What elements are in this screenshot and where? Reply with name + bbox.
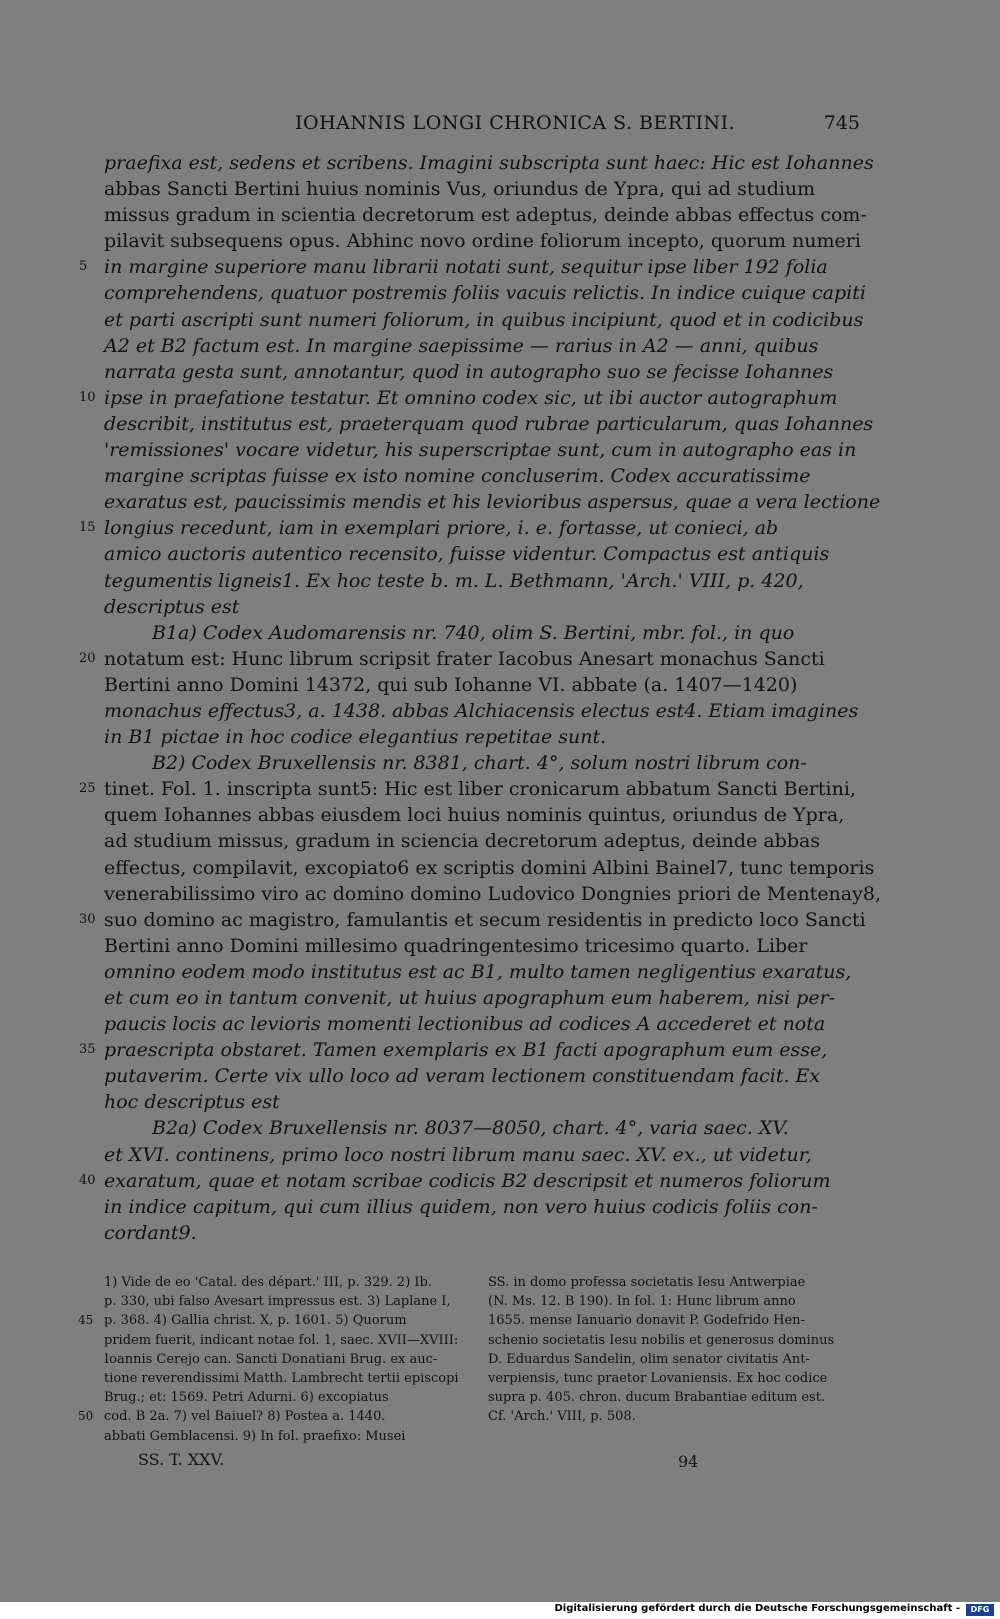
text-line <box>104 359 860 385</box>
text-line-content: exaratus est, paucissimis mendis et his levioribus aspersus, quae a vera lectione <box>104 491 881 514</box>
signature-mark: SS. T. XXV. <box>138 1450 225 1469</box>
text-line <box>104 1115 860 1141</box>
footnote-text: (N. Ms. 12. B 190). In fol. 1: Hunc librum anno <box>488 1294 796 1310</box>
footnote-text: SS. in domo professa societatis Iesu Antwerpiae <box>488 1275 806 1290</box>
text-line-content: omnino eodem modo institutus est ac B1, multo tamen negligentius exaratus, <box>104 960 852 983</box>
text-line <box>79 515 860 541</box>
text-line <box>104 620 860 646</box>
text-line-content: margine scriptas fuisse ex isto nomine concluserim. Codex accuratissime <box>104 465 811 488</box>
text-line-content: in B1 pictae in hoc codice elegantius repetitae sunt. <box>104 726 607 749</box>
text-line <box>104 802 860 828</box>
text-line <box>79 1037 860 1063</box>
dfg-logo: DFG <box>966 1604 994 1616</box>
text-line <box>104 489 881 515</box>
line-number: 35 <box>79 1042 96 1058</box>
footnote-text: p. 330, ubi falso Avesart impressus est. 3) Laplane I, <box>104 1294 451 1310</box>
page-header <box>100 112 860 142</box>
text-line <box>104 228 860 254</box>
footnote-text: 1655. mense Ianuario donavit P. Godefrido Hen- <box>488 1313 805 1329</box>
text-line <box>104 959 860 985</box>
text-line-content: monachus effectus3, a. 1438. abbas Alchiacensis electus est4. Etiam imagines <box>104 699 859 722</box>
text-line-content: tinet. Fol. 1. inscripta sunt5: Hic est liber cronicarum abbatum Sancti Bertini, <box>104 778 856 801</box>
footnote-line <box>104 1388 468 1407</box>
footnote-line <box>488 1331 852 1350</box>
text-line-content: notatum est: Hunc librum scripsit frater Iacobus Anesart monachus Sancti <box>104 647 825 670</box>
text-line <box>104 881 881 907</box>
text-line <box>79 907 866 933</box>
text-line <box>79 254 860 280</box>
footnote-line <box>488 1311 852 1330</box>
line-number: 45 <box>78 1313 94 1328</box>
footnote-line <box>488 1388 852 1407</box>
text-line-content: cordant9. <box>104 1221 197 1244</box>
text-line <box>104 750 860 776</box>
text-line-content: narrata gesta sunt, annotantur, quod in autographo suo se fecisse Iohannes <box>104 360 834 383</box>
footnote-line <box>104 1427 468 1446</box>
text-line <box>104 411 874 437</box>
footnote-line <box>488 1273 852 1292</box>
text-line <box>104 568 860 594</box>
line-number: 20 <box>79 650 96 666</box>
footnote-text: p. 368. 4) Gallia christ. X, p. 1601. 5) Quorum <box>104 1313 407 1329</box>
dfg-footer-bar <box>0 1602 1000 1619</box>
text-line-content: Bertini anno Domini 14372, qui sub Iohanne VI. abbate (a. 1407—1420) <box>104 673 798 696</box>
text-line <box>104 333 860 359</box>
text-line-content: A2 et B2 factum est. In margine saepissime — rarius in A2 — anni, quibus <box>104 334 819 357</box>
text-line-content: pilavit subsequens opus. Abhinc novo ordine foliorum incepto, quorum numeri <box>104 230 861 253</box>
footnote-text: 1) Vide de eo 'Catal. des départ.' III, p. 329. 2) Ib. <box>104 1275 432 1290</box>
text-line <box>104 594 860 620</box>
text-line <box>104 698 860 724</box>
text-line-content: B1a) Codex Audomarensis nr. 740, olim S. Bertini, mbr. fol., in quo <box>152 621 795 644</box>
text-line-content: praefixa est, sedens et scribens. Imagini subscripta sunt haec: Hic est Iohannes <box>104 152 874 174</box>
text-line-content: descriptus est <box>104 595 240 618</box>
text-line <box>104 437 860 463</box>
footnote-line <box>488 1292 852 1311</box>
text-line-content: abbas Sancti Bertini huius nominis Vus, oriundus de Ypra, qui ad studium <box>104 178 816 201</box>
text-line-content: effectus, compilavit, excopiato6 ex scriptis domini Albini Bainel7, tunc temporis <box>104 856 875 879</box>
sheet-number: 94 <box>678 1452 699 1471</box>
line-number: 40 <box>79 1172 96 1188</box>
text-line-content: tegumentis ligneis1. Ex hoc teste b. m. L. Bethmann, 'Arch.' VIII, p. 420, <box>104 569 804 592</box>
line-number: 5 <box>79 259 88 275</box>
footnote-line <box>104 1273 468 1292</box>
footnote-text: supra p. 405. chron. ducum Brabantiae editum est. <box>488 1390 826 1406</box>
text-line-content: 'remissiones' vocare videtur, his superscriptae sunt, cum in autographo eas in <box>104 439 857 462</box>
footnote-text: verpiensis, tunc praetor Lovaniensis. Ex hoc codice <box>488 1370 828 1386</box>
text-line-content: et XVI. continens, primo loco nostri librum manu saec. XV. ex., ut videtur, <box>104 1143 812 1166</box>
text-line <box>104 463 860 489</box>
text-line <box>104 1063 860 1089</box>
text-line <box>104 202 867 228</box>
footnote-line <box>104 1292 468 1311</box>
footnote-line <box>104 1350 468 1369</box>
footnote-line <box>104 1331 468 1350</box>
footnote-line <box>488 1350 852 1369</box>
text-line <box>104 1220 860 1246</box>
line-number: 25 <box>79 781 96 797</box>
footnote-text: abbati Gemblacensi. 9) In fol. praefixo: Musei <box>104 1428 406 1444</box>
footnote-text: D. Eduardus Sandelin, olim senator civitatis Ant- <box>488 1351 810 1367</box>
text-line <box>104 541 860 567</box>
text-line <box>104 672 860 698</box>
text-line-content: amico auctoris autentico recensito, fuisse videntur. Compactus est antiquis <box>104 543 830 566</box>
footnote-line <box>78 1311 468 1330</box>
text-line <box>79 646 860 672</box>
footnote-text: cod. B 2a. 7) vel Baiuel? 8) Postea a. 1440. <box>104 1409 386 1425</box>
text-line-content: B2a) Codex Bruxellensis nr. 8037—8050, chart. 4°, varia saec. XV. <box>152 1117 789 1140</box>
text-line-content: comprehendens, quatuor postremis foliis vacuis relictis. In indice cuique capiti <box>104 282 866 305</box>
footnote-text: Cf. 'Arch.' VIII, p. 508. <box>488 1409 636 1425</box>
footnote-text: Ioannis Cerejo can. Sancti Donatiani Brug. ex auc- <box>104 1351 438 1367</box>
text-line-content: missus gradum in scientia decretorum est adeptus, deinde abbas effectus com- <box>104 204 867 227</box>
text-line-content: paucis locis ac levioris momenti lectionibus ad codices A accederet et nota <box>104 1013 826 1036</box>
text-line-content: B2) Codex Bruxellensis nr. 8381, chart. 4°, solum nostri librum con- <box>152 752 807 775</box>
text-line <box>104 855 875 881</box>
text-line-content: et parti ascripti sunt numeri foliorum, in quibus incipiunt, quod et in codicibus <box>104 308 864 331</box>
main-text <box>79 150 881 1246</box>
text-line-content: hoc descriptus est <box>104 1091 280 1114</box>
footnote-text: pridem fuerit, indicant notae fol. 1, saec. XVII—XVIII: <box>104 1332 459 1348</box>
text-line <box>104 933 860 959</box>
text-line-content: Bertini anno Domini millesimo quadringentesimo tricesimo quarto. Liber <box>104 934 808 957</box>
footnote-text: Brug.; et: 1569. Petri Adurni. 6) excopiatus <box>104 1390 389 1406</box>
footnote-line <box>104 1369 468 1388</box>
text-line-content: putaverim. Certe vix ullo loco ad veram lectionem constituendam facit. Ex <box>104 1065 821 1088</box>
footnote-text: tione reverendissimi Matth. Lambrecht tertii episcopi <box>104 1370 459 1386</box>
footnote-line <box>78 1407 468 1426</box>
footnote-line <box>488 1369 852 1388</box>
text-line-content: suo domino ac magistro, famulantis et secum residentis in predicto loco Sancti <box>104 908 866 931</box>
text-line <box>104 828 860 854</box>
text-line-content: quem Iohannes abbas eiusdem loci huius nominis quintus, oriundus de Ypra, <box>104 804 845 827</box>
text-line <box>104 176 860 202</box>
line-number: 10 <box>79 389 96 405</box>
line-number: 50 <box>78 1409 94 1424</box>
line-number: 15 <box>79 520 96 536</box>
text-line <box>104 1194 860 1220</box>
text-line-content: longius recedunt, iam in exemplari priore, i. e. fortasse, ut conieci, ab <box>104 517 779 540</box>
text-line-content: in margine superiore manu librarii notati sunt, sequitur ipse liber 192 folia <box>104 256 828 279</box>
text-line <box>104 1089 860 1115</box>
text-line-content: ad studium missus, gradum in sciencia decretorum adeptus, deinde abbas <box>104 830 821 853</box>
text-line <box>104 1011 860 1037</box>
text-line-content: in indice capitum, qui cum illius quidem, non vero huius codicis foliis con- <box>104 1195 818 1218</box>
footnotes-left-column <box>78 1273 468 1446</box>
text-line-content: exaratum, quae et notam scribae codicis B2 descripsit et numeros foliorum <box>104 1169 831 1192</box>
text-line <box>104 307 864 333</box>
text-line <box>104 1142 860 1168</box>
text-line <box>79 776 860 802</box>
text-line <box>79 1168 860 1194</box>
text-line-content: et cum eo in tantum convenit, ut huius apographum eum haberem, nisi per- <box>104 987 836 1009</box>
text-line-content: describit, institutus est, praeterquam quod rubrae particularum, quas Iohannes <box>104 412 874 435</box>
page-number: 745 <box>823 112 860 134</box>
footnotes-right-column <box>488 1273 852 1427</box>
text-line <box>104 724 860 750</box>
text-line <box>104 150 874 176</box>
footnote-line <box>488 1407 852 1426</box>
text-line-content: praescripta obstaret. Tamen exemplaris ex B1 facti apographum eum esse, <box>104 1039 828 1062</box>
text-line <box>79 385 860 411</box>
dfg-credit: Digitalisierung gefördert durch die Deutsche Forschungsgemeinschaft - <box>554 1603 960 1614</box>
line-number: 30 <box>79 911 96 927</box>
text-line-content: venerabilissimo viro ac domino domino Ludovico Dongnies priori de Mentenay8, <box>104 882 881 905</box>
text-line <box>104 985 860 1011</box>
running-title: IOHANNIS LONGI CHRONICA S. BERTINI. <box>295 112 736 134</box>
text-line <box>104 280 866 306</box>
text-line-content: ipse in praefatione testatur. Et omnino codex sic, ut ibi auctor autographum <box>104 386 838 409</box>
footnote-text: schenio societatis Iesu nobilis et generosus dominus <box>488 1332 835 1348</box>
